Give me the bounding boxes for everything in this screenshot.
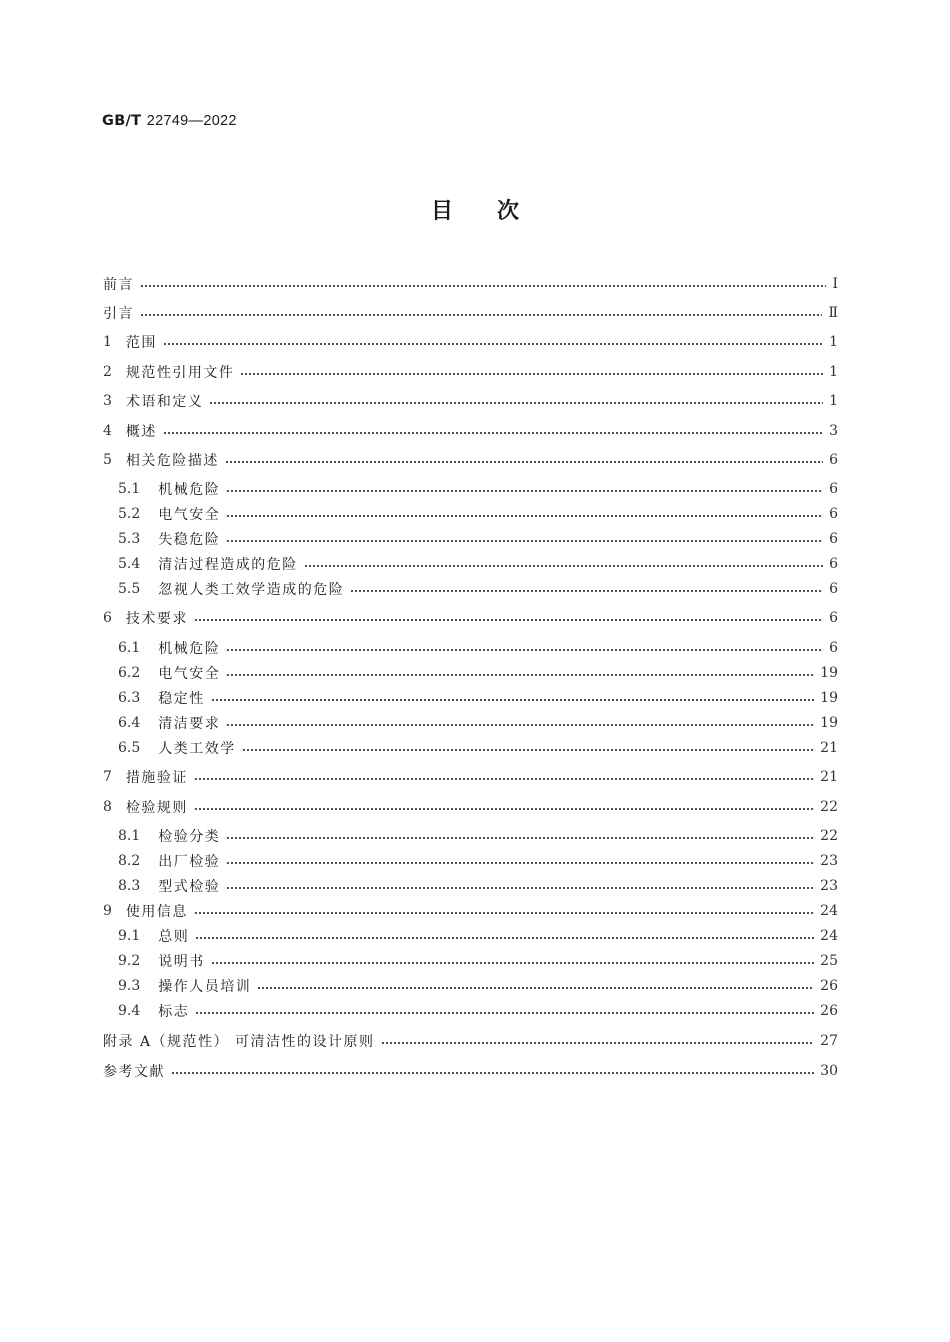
toc-entry[interactable] — [103, 274, 838, 294]
dot-leader — [350, 590, 823, 592]
toc-entry-page: 6 — [829, 610, 838, 626]
toc-entry-page: 24 — [820, 928, 838, 944]
dot-leader — [226, 837, 814, 839]
toc-entry-page: 23 — [820, 853, 838, 869]
toc-entry[interactable] — [118, 479, 838, 499]
toc-entry-label: 型式检验 — [158, 879, 221, 895]
toc-entry-number: 8.3 — [118, 878, 141, 894]
dot-leader — [194, 912, 814, 914]
toc-entry-number: 1 — [103, 334, 112, 350]
toc-entry-label: 相关危险描述 — [125, 453, 219, 469]
toc-entry-page: 6 — [829, 452, 838, 468]
toc-entry-label: 电气安全 — [158, 507, 221, 523]
toc-entry[interactable] — [103, 391, 838, 411]
toc-entry-label: 总则 — [158, 929, 190, 945]
toc-entry[interactable] — [118, 638, 838, 658]
dot-leader — [242, 749, 814, 751]
toc-entry[interactable] — [103, 797, 838, 817]
toc-entry-number: 9.1 — [118, 928, 141, 944]
toc-entry[interactable] — [118, 554, 838, 574]
dot-leader — [195, 1012, 814, 1014]
dot-leader — [140, 285, 826, 287]
toc-entry-label: 人类工效学 — [158, 741, 236, 757]
toc-entry[interactable] — [118, 688, 838, 708]
toc-entry-label: 参考文献 — [103, 1064, 165, 1080]
toc-entry-page: 6 — [829, 556, 838, 572]
toc-entry[interactable] — [103, 332, 838, 352]
toc-entry-number: 8.2 — [118, 853, 141, 869]
standard-number: 22749—2022 — [146, 113, 237, 129]
dot-leader — [211, 699, 814, 701]
toc-entry-number: 6 — [103, 610, 112, 626]
toc-entry-label: 操作人员培训 — [158, 979, 252, 995]
toc-entry-label: 清洁过程造成的危险 — [158, 557, 298, 573]
toc-entry-label: 引言 — [103, 306, 134, 322]
toc-entry-number: 5.1 — [118, 481, 141, 497]
toc-entry-number: 4 — [103, 423, 112, 439]
toc-entry-number: 5.4 — [118, 556, 141, 572]
toc-entry-page: 19 — [820, 665, 838, 681]
toc-entry[interactable] — [118, 504, 838, 524]
toc-entry-number: 7 — [103, 769, 112, 785]
toc-entry[interactable] — [118, 926, 838, 946]
toc-entry-number: 6.3 — [118, 690, 141, 706]
dot-leader — [194, 808, 814, 810]
dot-leader — [226, 674, 814, 676]
toc-entry[interactable] — [118, 951, 838, 971]
toc-entry-label: 机械危险 — [158, 482, 221, 498]
dot-leader — [304, 565, 823, 567]
page-title: 目次 — [430, 199, 563, 224]
toc-entry-label: 使用信息 — [125, 904, 188, 920]
dot-leader — [240, 373, 823, 375]
toc-entry-number: 6.5 — [118, 740, 141, 756]
toc-entry[interactable] — [118, 1001, 838, 1021]
dot-leader — [211, 962, 814, 964]
toc-entry-page: Ⅱ — [828, 305, 838, 321]
toc-entry-page: 22 — [820, 828, 838, 844]
toc-entry-label: 失稳危险 — [158, 532, 221, 548]
toc-entry-label: 机械危险 — [158, 641, 221, 657]
toc-entry-label: 附录 A（规范性） 可清洁性的设计原则 — [103, 1034, 375, 1050]
toc-entry[interactable] — [118, 529, 838, 549]
dot-leader — [226, 490, 823, 492]
dot-leader — [140, 314, 822, 316]
dot-leader — [226, 515, 823, 517]
dot-leader — [194, 778, 814, 780]
toc-entry[interactable] — [118, 713, 838, 733]
toc-entry-page: 23 — [820, 878, 838, 894]
toc-entry-page: 19 — [820, 715, 838, 731]
toc-entry-page: 1 — [829, 334, 838, 350]
toc-entry-page: 1 — [829, 364, 838, 380]
toc-entry-number: 6.4 — [118, 715, 141, 731]
toc-entry-label: 技术要求 — [125, 611, 188, 627]
toc-entry-page: 6 — [829, 481, 838, 497]
toc-entry-label: 电气安全 — [158, 666, 221, 682]
dot-leader — [226, 862, 814, 864]
toc-entry[interactable] — [103, 1061, 838, 1081]
toc-entry-page: 19 — [820, 690, 838, 706]
toc-entry[interactable] — [103, 608, 838, 628]
toc-entry-number: 8.1 — [118, 828, 141, 844]
dot-leader — [226, 724, 814, 726]
dot-leader — [194, 619, 823, 621]
dot-leader — [381, 1042, 815, 1044]
dot-leader — [226, 540, 823, 542]
toc-entry[interactable] — [118, 876, 838, 896]
toc-entry-page: Ⅰ — [832, 276, 838, 292]
toc-entry-label: 措施验证 — [125, 770, 188, 786]
toc-entry-page: 24 — [820, 903, 838, 919]
toc-entry-page: 25 — [820, 953, 838, 969]
toc-entry-page: 1 — [829, 393, 838, 409]
toc-entry-number: 3 — [103, 393, 112, 409]
toc-entry-page: 21 — [820, 740, 838, 756]
toc-entry-page: 27 — [820, 1033, 838, 1049]
toc-entry[interactable] — [103, 421, 838, 441]
toc-entry-number: 8 — [103, 799, 112, 815]
toc-entry-page: 22 — [820, 799, 838, 815]
toc-entry-number: 9.3 — [118, 978, 141, 994]
toc-entry-page: 6 — [829, 531, 838, 547]
toc-entry-page: 21 — [820, 769, 838, 785]
toc-entry[interactable] — [103, 767, 838, 787]
toc-entry[interactable] — [103, 450, 838, 470]
toc-entry[interactable] — [118, 579, 838, 599]
dot-leader — [171, 1072, 814, 1074]
dot-leader — [226, 887, 814, 889]
dot-leader — [225, 461, 823, 463]
toc-entry-label: 说明书 — [158, 954, 205, 970]
toc-entry-number: 5.3 — [118, 531, 141, 547]
toc-entry[interactable] — [103, 901, 838, 921]
toc-entry-number: 9.4 — [118, 1003, 141, 1019]
toc-entry[interactable] — [118, 663, 838, 683]
dot-leader — [163, 432, 823, 434]
toc-entry-label: 概述 — [125, 424, 157, 440]
toc-entry-number: 6.2 — [118, 665, 141, 681]
toc-entry-label: 标志 — [158, 1004, 190, 1020]
toc-entry-page: 30 — [820, 1063, 838, 1079]
toc-entry-page: 6 — [829, 581, 838, 597]
toc-entry-label: 检验分类 — [158, 829, 221, 845]
toc-entry-label: 规范性引用文件 — [125, 365, 235, 381]
toc-entry-number: 9.2 — [118, 953, 141, 969]
toc-entry-page: 26 — [820, 978, 838, 994]
toc-entry-label: 术语和定义 — [125, 394, 204, 410]
toc-entry[interactable] — [118, 976, 838, 996]
toc-entry[interactable] — [118, 851, 838, 871]
toc-entry[interactable] — [103, 362, 838, 382]
dot-leader — [257, 987, 814, 989]
toc-entry-label: 稳定性 — [158, 691, 205, 707]
toc-entry-page: 3 — [829, 423, 838, 439]
toc-entry-number: 5 — [103, 452, 112, 468]
dot-leader — [195, 937, 814, 939]
dot-leader — [209, 402, 823, 404]
toc-entry-page: 6 — [829, 506, 838, 522]
toc-entry-label: 前言 — [103, 277, 134, 293]
toc-entry-page: 26 — [820, 1003, 838, 1019]
toc-entry-label: 检验规则 — [125, 800, 188, 816]
dot-leader — [163, 343, 823, 345]
toc-entry[interactable] — [118, 738, 838, 758]
toc-entry-number: 6.1 — [118, 640, 141, 656]
toc-entry-number: 9 — [103, 903, 112, 919]
dot-leader — [226, 649, 823, 651]
standard-prefix: GB/T — [102, 113, 142, 129]
toc-entry-number: 5.2 — [118, 506, 141, 522]
toc-entry-number: 2 — [103, 364, 112, 380]
toc-entry[interactable] — [118, 826, 838, 846]
toc-entry[interactable] — [103, 1031, 838, 1051]
toc-entry-label: 忽视人类工效学造成的危险 — [158, 582, 345, 598]
toc-entry-label: 范围 — [125, 335, 157, 351]
toc-entry[interactable] — [103, 303, 838, 323]
toc-entry-page: 6 — [829, 640, 838, 656]
toc-entry-label: 出厂检验 — [158, 854, 221, 870]
toc-entry-number: 5.5 — [118, 581, 141, 597]
toc-entry-label: 清洁要求 — [158, 716, 221, 732]
